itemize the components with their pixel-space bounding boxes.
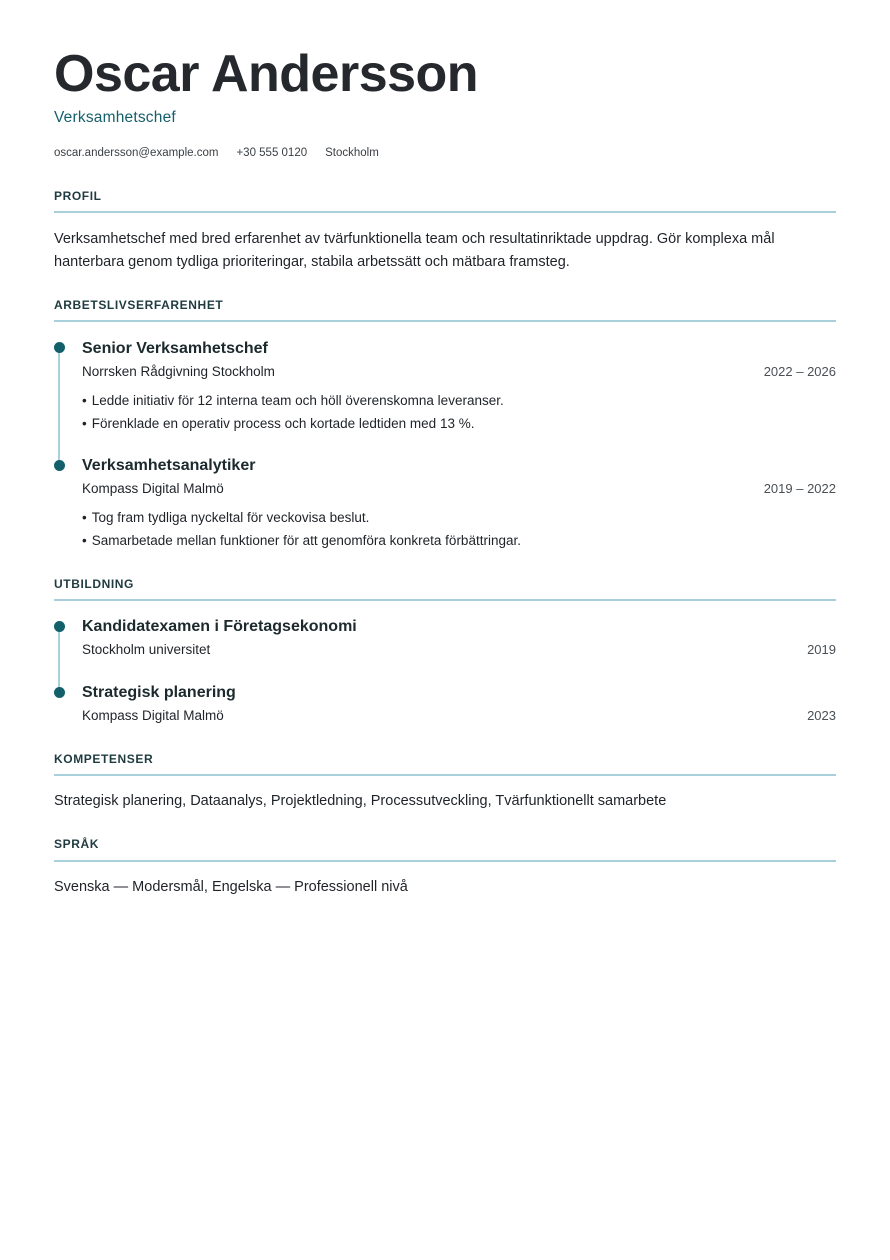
profile-text: Verksamhetschef med bred erfarenhet av tvärfunktionella team och resultatinriktade uppdrag. Gör komplexa mål hanterbara genom tydliga prioriteringar, stabila arbetssätt och mätbara framsteg. bbox=[54, 231, 775, 270]
contact-email: oscar.andersson@example.com bbox=[54, 147, 219, 159]
skills-text: Strategisk planering, Dataanalys, Projektledning, Processutveckling, Tvärfunktionellt samarbete bbox=[54, 793, 667, 809]
job-bullets bbox=[82, 507, 822, 552]
education-title: Kandidatexamen i Företagsekonomi bbox=[82, 618, 357, 635]
job-bullets bbox=[82, 390, 822, 435]
job-period: 2022 – 2026 bbox=[763, 364, 836, 379]
section-heading-experience: ARBETSLIVSERFARENHET bbox=[54, 298, 224, 312]
section-heading-profile: PROFIL bbox=[54, 189, 102, 203]
job-title: Verksamhetsanalytiker bbox=[82, 457, 256, 474]
timeline-dot bbox=[54, 460, 65, 471]
candidate-name: Oscar Andersson bbox=[54, 45, 479, 103]
contact-row bbox=[54, 145, 379, 161]
list-item: • Förenklade en operativ process och kortade ledtiden med 13 %. bbox=[82, 413, 822, 436]
section-divider bbox=[54, 320, 836, 322]
section-heading-skills: KOMPETENSER bbox=[54, 752, 154, 766]
education-year: 2019 bbox=[807, 642, 836, 657]
timeline-line bbox=[58, 350, 60, 466]
timeline-dot bbox=[54, 342, 65, 353]
timeline-dot bbox=[54, 687, 65, 698]
list-item: • Samarbetade mellan funktioner för att genomföra konkreta förbättringar. bbox=[82, 530, 822, 553]
job-title: Senior Verksamhetschef bbox=[82, 340, 268, 357]
contact-city: Stockholm bbox=[325, 147, 379, 159]
timeline-line bbox=[58, 630, 60, 692]
job-employer: Norrsken Rådgivning Stockholm bbox=[82, 364, 275, 379]
section-divider bbox=[54, 599, 836, 601]
contact-phone: +30 555 0120 bbox=[236, 147, 308, 159]
timeline-dot bbox=[54, 621, 65, 632]
section-heading-education: UTBILDNING bbox=[54, 577, 134, 591]
education-school: Stockholm universitet bbox=[82, 642, 211, 657]
education-title: Strategisk planering bbox=[82, 684, 236, 701]
education-year: 2023 bbox=[807, 708, 836, 723]
languages-text: Svenska — Modersmål, Engelska — Professionell nivå bbox=[54, 879, 408, 895]
section-divider bbox=[54, 211, 836, 213]
job-period: 2019 – 2022 bbox=[763, 481, 836, 496]
education-school: Kompass Digital Malmö bbox=[82, 708, 224, 723]
job-employer: Kompass Digital Malmö bbox=[82, 481, 224, 496]
list-item: • Tog fram tydliga nyckeltal för veckovisa beslut. bbox=[82, 507, 822, 530]
section-divider bbox=[54, 860, 836, 862]
list-item: • Ledde initiativ för 12 interna team och höll överenskomna leveranser. bbox=[82, 390, 822, 413]
candidate-title: Verksamhetschef bbox=[54, 109, 176, 126]
section-divider bbox=[54, 774, 836, 776]
section-heading-languages: SPRÅK bbox=[54, 837, 100, 851]
